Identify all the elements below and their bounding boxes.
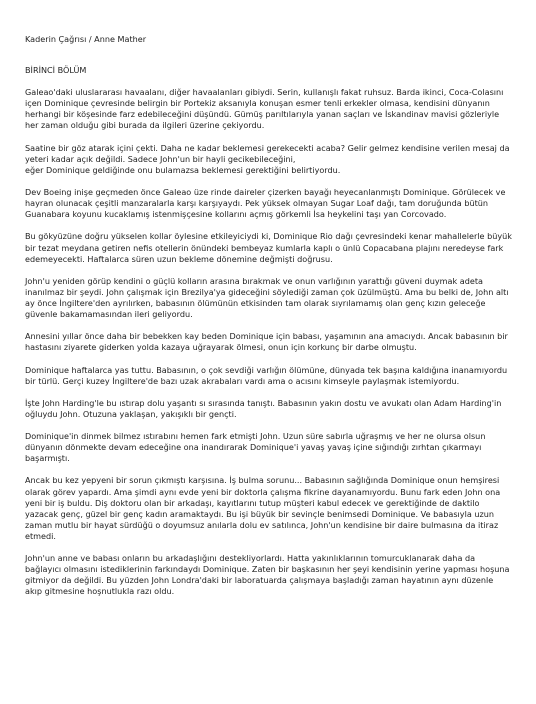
paragraph: Bu gökyüzüne doğru yükselen kollar öylesine etkileyiciydi ki, Dominique Rio dağı çevresindeki kenar mahallelerle büyük bir tezat meydana getiren nefis otellerin önündeki bembeyaz kumlarla kaplı o ünlü Copacabana plajını neredeyse fark edemeyecekti. Haftalarca süren uzun bekleme dönemine değmişti doğrusu. (25, 231, 512, 264)
paragraph: John'un anne ve babası onların bu arkadaşlığını destekliyorlardı. Hatta yakınlıklarının tomurcuklanarak daha da bağlayıcı olmasını istediklerinin farkındaydı Dominique. Zaten bir başkasının her şeyi kendisinin yerine yapması hoşuna gitmiyor da değildi. Bu yüzden John Londra'daki bir laboratuarda çalışmaya başladığı zaman hayatının aynı düzenle akıp gitmesine hoşnutlukla razı oldu. (25, 553, 510, 597)
paragraph: Ancak bu kez yepyeni bir sorun çıkmıştı karşısına. İş bulma sorunu... Babasının sağlığında Dominique onun hemşiresi olarak görev yapardı. Ama şimdi aynı evde yeni bir doktorla çalışma fikrine dayanamıyordu. Bunu fark eden John ona yeni bir iş buldu. Diş doktoru olan bir arkadaşı, kayıtlarını tutup müşteri kabul edecek ve gerektiğinde de daktilo yazacak genç, güzel bir genç kadın aramaktaydı. Bu işi büyük bir sevinçle benimsedi Dominique. Ve babasıyla uzun zaman mutlu bir hayat sürdüğü o doyumsuz anılarla dolu ev satılınca, John'un kendisine bir daire bulmasına da itiraz etmedi. (25, 475, 501, 541)
paragraph: Galeao'daki uluslararası havaalanı, diğer havaalanları gibiydi. Serin, kullanışlı fakat ruhsuz. Barda ikinci, Coca-Colasını içen Dominique çevresinde belirgin bir Portekiz aksanıyla konuşan esmer tenli erkekler olmasa, kendisini dünyanın herhangi bir köşesinde farz edebileceğini düşündü. Gümüş parıltılarıyla yanan saçları ve İskandinav mavisi gözleriyle her zaman olduğu gibi burada da ilgileri üzerine çekiyordu. (25, 87, 504, 131)
paragraph: Saatine bir göz atarak içini çekti. Daha ne kadar beklemesi gerekecekti acaba? Gelir gelmez kendisine verilen mesaj da yeteri kadar açık değildi. Sadece John'un bir hayli gecikebileceğini, eğer Dominique geldiğinde onu bulamazsa beklemesi gerektiğini belirtiyordu. (25, 142, 510, 175)
paragraph: İşte John Harding'le bu ıstırap dolu yaşantı sı sırasında tanıştı. Babasının yakın dostu ve avukatı olan Adam Harding'in oğluydu John. Otuzuna yaklaşan, yakışıklı bir gençti. (25, 397, 502, 419)
paragraph: Annesini yıllar önce daha bir bebekken kay beden Dominique için babası, yaşamının ana amacıydı. Ancak babasının bir hastasını ziyarete giderken yolda kazaya uğrayarak ölmesi, onun için korkunç bir darbe olmuştu. (25, 331, 508, 353)
body-text (25, 87, 512, 597)
paragraph: Dominique'in dinmek bilmez ıstırabını hemen fark etmişti John. Uzun süre sabırla uğraşmış ve her ne olursa olsun dünyanın dönmekte devam edeceğine ona inandırarak Dominique'i yavaş yavaş içine sığındığı zırhtan çıkarmayı başarmıştı. (25, 431, 486, 464)
chapter-title: BİRİNCİ BÖLÜM (25, 65, 87, 76)
paragraph: John'u yeniden görüp kendini o güçlü kolların arasına bırakmak ve onun varlığının yarattığı güveni duymak adeta inanılmaz bir şeydi. John çalışmak için Brezilya'ya gideceğini söylediği zaman çok üzülmüştü. Ama bu belki de, John altı ay önce İngiltere'den ayrılırken, babasının ölümünün etkisinden tam olarak sıyrılamamış olan genç kızın geleceğe güvenle bakamamasından ileri geliyordu. (25, 275, 509, 320)
paragraph: Dominique haftalarca yas tuttu. Babasının, o çok sevdiği varlığın ölümüne, dünyada tek başına kaldığına inanamıyordu bir türlü. Gerçi kuzey İngiltere'de bazı uzak akrabaları vardı ama o acısını kimseyle paylaşmak istemiyordu. (25, 364, 508, 386)
running-title: Kaderin Çağrısı / Anne Mather (25, 34, 147, 44)
paragraph: Dev Boeing inişe geçmeden önce Galeao üze rinde daireler çizerken bayağı heyecanlanmıştı Dominique. Görülecek ve hayran olunacak çeşitli manzaralarla karşı karşıyaydı. Pek yüksek olmayan Sugar Loaf dağı, tam doruğunda bütün Guanabara koyunu kucaklamış istenmişçesine kollarını açmış görkemli İsa heykelini taşı yan Corcovado. (25, 187, 506, 220)
